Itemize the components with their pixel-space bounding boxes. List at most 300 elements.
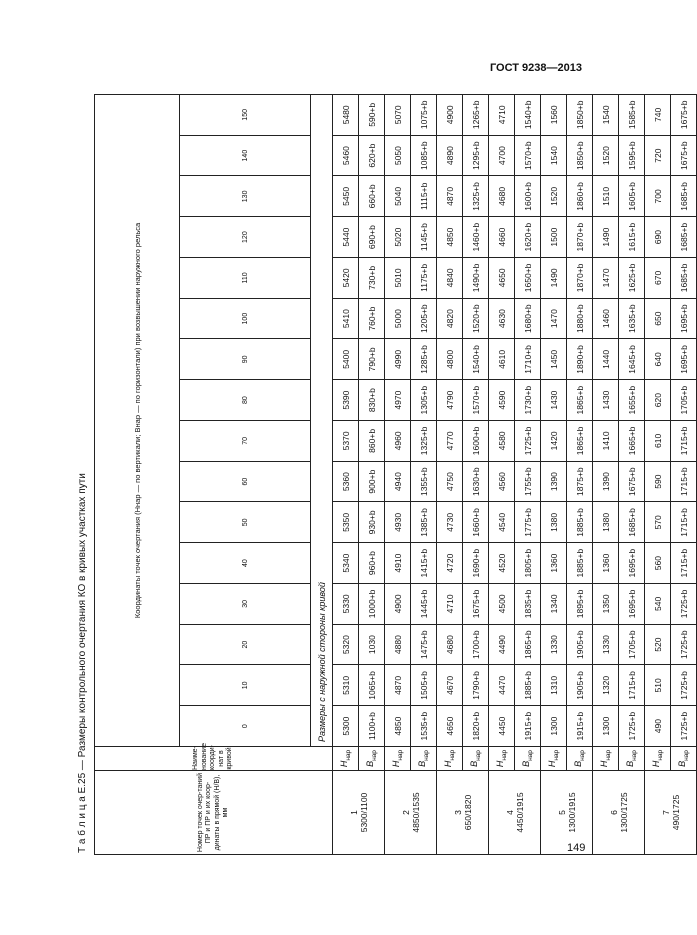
value-cell: 1295+b: [463, 135, 489, 176]
coord-subscript: нар: [552, 749, 560, 761]
value-cell: 1330: [593, 624, 619, 665]
value-cell: 830+b: [359, 380, 385, 421]
value-cell: 1870+b: [567, 258, 593, 299]
point-cell: [437, 771, 489, 855]
elevation-header: 20: [180, 624, 311, 665]
coord-subscript: нар: [370, 750, 378, 761]
value-cell: 1880+b: [567, 298, 593, 339]
subheading: Размеры с наружной стороны кривой: [311, 94, 333, 746]
table-row: [593, 94, 619, 854]
coord-subscript: нар: [578, 750, 586, 761]
value-cell: 1030: [359, 624, 385, 665]
value-cell: 1705+b: [671, 380, 697, 421]
value-cell: 670: [645, 258, 671, 299]
value-cell: 4820: [437, 298, 463, 339]
value-cell: 1410: [593, 421, 619, 462]
value-cell: 1000+b: [359, 584, 385, 625]
elevation-header: 140: [180, 135, 311, 176]
value-cell: 1460: [593, 298, 619, 339]
value-cell: 5040: [385, 176, 411, 217]
point-coords: 650/1820: [462, 794, 473, 831]
point-coords: 5300/1100: [358, 792, 369, 833]
value-cell: 720: [645, 135, 671, 176]
value-cell: 1355+b: [411, 461, 437, 502]
coord-letter: H: [547, 760, 558, 768]
value-cell: 4720: [437, 543, 463, 584]
coord-subscript: нар: [344, 749, 352, 761]
value-cell: 4940: [385, 461, 411, 502]
coord-subscript: нар: [448, 749, 456, 761]
value-cell: 1430: [593, 380, 619, 421]
value-cell: 1885+b: [567, 543, 593, 584]
value-cell: 1540+b: [463, 339, 489, 380]
value-cell: 1340: [541, 584, 567, 625]
table-row: [671, 94, 697, 854]
value-cell: 1660+b: [463, 502, 489, 543]
table-row: [359, 94, 385, 854]
value-cell: 5350: [333, 502, 359, 543]
elevation-header: 0: [180, 706, 311, 747]
value-cell: 540: [645, 584, 671, 625]
value-cell: 490: [645, 706, 671, 747]
value-cell: 1600+b: [515, 176, 541, 217]
value-cell: 1490: [541, 258, 567, 299]
table-row: [645, 94, 671, 854]
standard-header: ГОСТ 9238—2013: [489, 62, 582, 74]
value-cell: 1325+b: [463, 176, 489, 217]
point-coords: 4450/1915: [514, 792, 525, 833]
value-cell: 1600+b: [463, 421, 489, 462]
value-cell: 790+b: [359, 339, 385, 380]
elevation-header: 80: [180, 380, 311, 421]
coord-subscript: нар: [682, 750, 690, 761]
value-cell: 1360: [541, 543, 567, 584]
value-cell: 660+b: [359, 176, 385, 217]
value-cell: 1650+b: [515, 258, 541, 299]
value-cell: 4540: [489, 502, 515, 543]
value-cell: 1285+b: [411, 339, 437, 380]
value-cell: 1885+b: [515, 665, 541, 706]
value-cell: 1475+b: [411, 624, 437, 665]
value-cell: 1175+b: [411, 258, 437, 299]
value-cell: 4880: [385, 624, 411, 665]
value-cell: 4840: [437, 258, 463, 299]
value-cell: 1115+b: [411, 176, 437, 217]
value-cell: 1265+b: [463, 94, 489, 135]
value-cell: 5450: [333, 176, 359, 217]
value-cell: 1540+b: [515, 94, 541, 135]
point-cell: [333, 771, 385, 855]
value-cell: 4850: [437, 217, 463, 258]
value-cell: 4960: [385, 421, 411, 462]
value-cell: 4770: [437, 421, 463, 462]
value-cell: 1440: [593, 339, 619, 380]
value-cell: 4630: [489, 298, 515, 339]
value-cell: 1595+b: [619, 135, 645, 176]
value-cell: 1380: [541, 502, 567, 543]
value-cell: 1715+b: [671, 461, 697, 502]
value-cell: 1490: [593, 217, 619, 258]
value-cell: 4700: [489, 135, 515, 176]
value-cell: 620: [645, 380, 671, 421]
value-cell: 740: [645, 94, 671, 135]
value-cell: 1445+b: [411, 584, 437, 625]
coord-name: [593, 747, 619, 771]
value-cell: 1390: [541, 461, 567, 502]
value-cell: 4660: [489, 217, 515, 258]
elevation-header: 50: [180, 502, 311, 543]
value-cell: 1320: [593, 665, 619, 706]
rotated-table-block: [72, 95, 690, 855]
point-number: 2: [400, 810, 411, 815]
value-cell: 4870: [385, 665, 411, 706]
value-cell: 4900: [437, 94, 463, 135]
value-cell: 4520: [489, 543, 515, 584]
value-cell: 1535+b: [411, 706, 437, 747]
value-cell: 1725+b: [515, 421, 541, 462]
value-cell: 700: [645, 176, 671, 217]
value-cell: 1865+b: [567, 380, 593, 421]
value-cell: 1300: [593, 706, 619, 747]
value-cell: 1835+b: [515, 584, 541, 625]
coord-letter: H: [391, 760, 402, 768]
value-cell: 1725+b: [671, 706, 697, 747]
value-cell: 1570+b: [515, 135, 541, 176]
value-cell: 4730: [437, 502, 463, 543]
value-cell: 4500: [489, 584, 515, 625]
point-coords: 490/1725: [670, 794, 681, 831]
value-cell: 1520: [593, 135, 619, 176]
value-cell: 560: [645, 543, 671, 584]
point-coords: 1300/1725: [618, 792, 629, 833]
point-coords: 4850/1535: [410, 792, 421, 833]
value-cell: 5440: [333, 217, 359, 258]
value-cell: 1305+b: [411, 380, 437, 421]
coord-letter: H: [339, 760, 350, 768]
value-cell: 4680: [437, 624, 463, 665]
value-cell: 650: [645, 298, 671, 339]
value-cell: 1915+b: [567, 706, 593, 747]
value-cell: 730+b: [359, 258, 385, 299]
value-cell: 1715+b: [671, 421, 697, 462]
coord-letter: B: [469, 760, 480, 767]
value-cell: 4590: [489, 380, 515, 421]
coord-subscript: нар: [526, 750, 534, 761]
value-cell: 4750: [437, 461, 463, 502]
value-cell: 1710+b: [515, 339, 541, 380]
value-cell: 1450: [541, 339, 567, 380]
value-cell: 1905+b: [567, 624, 593, 665]
table-row: [437, 94, 463, 854]
table-row: [385, 94, 411, 854]
value-cell: 1430: [541, 380, 567, 421]
value-cell: 5340: [333, 543, 359, 584]
coord-subscript: нар: [396, 749, 404, 761]
value-cell: 5360: [333, 461, 359, 502]
elevation-header: 130: [180, 176, 311, 217]
table-row: [515, 94, 541, 854]
elevation-header: 70: [180, 421, 311, 462]
value-cell: 620+b: [359, 135, 385, 176]
value-cell: 1725+b: [619, 706, 645, 747]
value-cell: 1560: [541, 94, 567, 135]
value-cell: 1905+b: [567, 665, 593, 706]
coord-name: [567, 747, 593, 771]
value-cell: 1490+b: [463, 258, 489, 299]
coord-name: [489, 747, 515, 771]
point-coords: 1300/1915: [566, 792, 577, 833]
value-cell: 1875+b: [567, 461, 593, 502]
col-point-header: Номер точек очер-таний ПР и ПР и их коор-динаты в прямой (H/B), мм: [95, 771, 333, 855]
value-cell: 1675+b: [671, 94, 697, 135]
point-number: 7: [660, 810, 671, 815]
point-number: 3: [452, 810, 463, 815]
value-cell: 1635+b: [619, 298, 645, 339]
value-cell: 1695+b: [671, 298, 697, 339]
value-cell: 1460+b: [463, 217, 489, 258]
value-cell: 5400: [333, 339, 359, 380]
elevation-header: 120: [180, 217, 311, 258]
value-cell: 4680: [489, 176, 515, 217]
value-cell: 1865+b: [567, 421, 593, 462]
table-row: [333, 94, 359, 854]
coord-letter: H: [495, 760, 506, 768]
value-cell: 5320: [333, 624, 359, 665]
value-cell: 5390: [333, 380, 359, 421]
value-cell: 1695+b: [619, 543, 645, 584]
value-cell: 590+b: [359, 94, 385, 135]
value-cell: 4990: [385, 339, 411, 380]
coord-letter: B: [417, 760, 428, 767]
point-number: 1: [348, 810, 359, 815]
value-cell: 1065+b: [359, 665, 385, 706]
page-number: 149: [567, 842, 586, 854]
coord-name: [385, 747, 411, 771]
col-group-header: Координаты точек очертания (Hнар — по вертикали; Bнар — по горизонтали) при возвышении наружного рельса: [95, 94, 180, 746]
value-cell: 1725+b: [671, 665, 697, 706]
value-cell: 1915+b: [515, 706, 541, 747]
value-cell: 1715+b: [671, 502, 697, 543]
coord-name: [619, 747, 645, 771]
value-cell: 570: [645, 502, 671, 543]
coord-subscript: нар: [500, 749, 508, 761]
value-cell: 1695+b: [619, 584, 645, 625]
value-cell: 1615+b: [619, 217, 645, 258]
value-cell: 1690+b: [463, 543, 489, 584]
value-cell: 1085+b: [411, 135, 437, 176]
coord-subscript: нар: [630, 750, 638, 761]
coord-letter: B: [625, 760, 636, 767]
value-cell: 1730+b: [515, 380, 541, 421]
value-cell: 1890+b: [567, 339, 593, 380]
value-cell: 1895+b: [567, 584, 593, 625]
value-cell: 1470: [593, 258, 619, 299]
point-number: 4: [504, 810, 515, 815]
point-number: 5: [556, 810, 567, 815]
elevation-header: 100: [180, 298, 311, 339]
value-cell: 4450: [489, 706, 515, 747]
coord-name: [411, 747, 437, 771]
value-cell: 1655+b: [619, 380, 645, 421]
coord-letter: B: [365, 760, 376, 767]
elevation-header: 90: [180, 339, 311, 380]
value-cell: 1645+b: [619, 339, 645, 380]
point-cell: [385, 771, 437, 855]
value-cell: 1520+b: [463, 298, 489, 339]
value-cell: 1850+b: [567, 94, 593, 135]
value-cell: 760+b: [359, 298, 385, 339]
value-cell: 1885+b: [567, 502, 593, 543]
value-cell: 1510: [593, 176, 619, 217]
value-cell: 1625+b: [619, 258, 645, 299]
elevation-header: 40: [180, 543, 311, 584]
coord-letter: H: [599, 760, 610, 768]
value-cell: 610: [645, 421, 671, 462]
value-cell: 1605+b: [619, 176, 645, 217]
value-cell: 1390: [593, 461, 619, 502]
value-cell: 1705+b: [619, 624, 645, 665]
value-cell: 1330: [541, 624, 567, 665]
coord-letter: H: [443, 760, 454, 768]
value-cell: 4970: [385, 380, 411, 421]
value-cell: 5420: [333, 258, 359, 299]
value-cell: 1415+b: [411, 543, 437, 584]
value-cell: 1790+b: [463, 665, 489, 706]
point-number: 6: [608, 810, 619, 815]
value-cell: 4710: [437, 584, 463, 625]
value-cell: 4560: [489, 461, 515, 502]
value-cell: 520: [645, 624, 671, 665]
value-cell: 1775+b: [515, 502, 541, 543]
value-cell: 5310: [333, 665, 359, 706]
value-cell: 860+b: [359, 421, 385, 462]
value-cell: 1500: [541, 217, 567, 258]
value-cell: 1385+b: [411, 502, 437, 543]
coord-name: [541, 747, 567, 771]
value-cell: 1470: [541, 298, 567, 339]
value-cell: 4800: [437, 339, 463, 380]
value-cell: 690+b: [359, 217, 385, 258]
value-cell: 1505+b: [411, 665, 437, 706]
value-cell: 900+b: [359, 461, 385, 502]
value-cell: 1685+b: [671, 258, 697, 299]
point-cell: [489, 771, 541, 855]
point-cell: [593, 771, 645, 855]
value-cell: 1145+b: [411, 217, 437, 258]
value-cell: 1715+b: [619, 665, 645, 706]
value-cell: 1695+b: [671, 339, 697, 380]
value-cell: 4850: [385, 706, 411, 747]
table-row: [619, 94, 645, 854]
value-cell: 1850+b: [567, 135, 593, 176]
point-cell: [645, 771, 697, 855]
value-cell: 1865+b: [515, 624, 541, 665]
value-cell: 1715+b: [671, 543, 697, 584]
value-cell: 1075+b: [411, 94, 437, 135]
table-row: [567, 94, 593, 854]
value-cell: 5300: [333, 706, 359, 747]
value-cell: 4670: [437, 665, 463, 706]
elevation-header: 60: [180, 461, 311, 502]
value-cell: 4490: [489, 624, 515, 665]
value-cell: 5330: [333, 584, 359, 625]
value-cell: 4790: [437, 380, 463, 421]
table-row: [411, 94, 437, 854]
elevation-header: 30: [180, 584, 311, 625]
table-row: [489, 94, 515, 854]
coord-name: [671, 747, 697, 771]
value-cell: 690: [645, 217, 671, 258]
col-name-header: Наиме-нование коорди-нат в кривой: [95, 747, 333, 771]
value-cell: 1685+b: [671, 176, 697, 217]
table-row: [463, 94, 489, 854]
coord-subscript: нар: [422, 750, 430, 761]
value-cell: 5410: [333, 298, 359, 339]
value-cell: 1685+b: [671, 217, 697, 258]
coord-letter: B: [677, 760, 688, 767]
coord-name: [437, 747, 463, 771]
value-cell: 1360: [593, 543, 619, 584]
value-cell: 1585+b: [619, 94, 645, 135]
value-cell: 4580: [489, 421, 515, 462]
value-cell: 930+b: [359, 502, 385, 543]
elevation-header: 150: [180, 94, 311, 135]
value-cell: 590: [645, 461, 671, 502]
coord-letter: B: [573, 760, 584, 767]
value-cell: 1540: [593, 94, 619, 135]
value-cell: 4900: [385, 584, 411, 625]
coord-subscript: нар: [474, 750, 482, 761]
value-cell: 1620+b: [515, 217, 541, 258]
value-cell: 1540: [541, 135, 567, 176]
value-cell: 1100+b: [359, 706, 385, 747]
value-cell: 4470: [489, 665, 515, 706]
value-cell: 1755+b: [515, 461, 541, 502]
elevation-header: 110: [180, 258, 311, 299]
value-cell: 5070: [385, 94, 411, 135]
value-cell: 5460: [333, 135, 359, 176]
table-caption: Т а б л и ц а Е.25 — Размеры контрольного очертания КО в кривых участках пути: [77, 473, 88, 853]
value-cell: 960+b: [359, 543, 385, 584]
value-cell: 1630+b: [463, 461, 489, 502]
value-cell: 4610: [489, 339, 515, 380]
value-cell: 5010: [385, 258, 411, 299]
value-cell: 1380: [593, 502, 619, 543]
value-cell: 1820+b: [463, 706, 489, 747]
value-cell: 1420: [541, 421, 567, 462]
elevation-header: 10: [180, 665, 311, 706]
value-cell: 1675+b: [463, 584, 489, 625]
value-cell: 5020: [385, 217, 411, 258]
value-cell: 5370: [333, 421, 359, 462]
value-cell: 1700+b: [463, 624, 489, 665]
coord-name: [333, 747, 359, 771]
coord-name: [515, 747, 541, 771]
value-cell: 4930: [385, 502, 411, 543]
coord-letter: B: [521, 760, 532, 767]
value-cell: 1350: [593, 584, 619, 625]
value-cell: 5050: [385, 135, 411, 176]
value-cell: 1725+b: [671, 624, 697, 665]
value-cell: 1310: [541, 665, 567, 706]
value-cell: 510: [645, 665, 671, 706]
value-cell: 1685+b: [619, 502, 645, 543]
value-cell: 1725+b: [671, 584, 697, 625]
table-row: [541, 94, 567, 854]
value-cell: 1665+b: [619, 421, 645, 462]
value-cell: 1325+b: [411, 421, 437, 462]
coord-name: [359, 747, 385, 771]
